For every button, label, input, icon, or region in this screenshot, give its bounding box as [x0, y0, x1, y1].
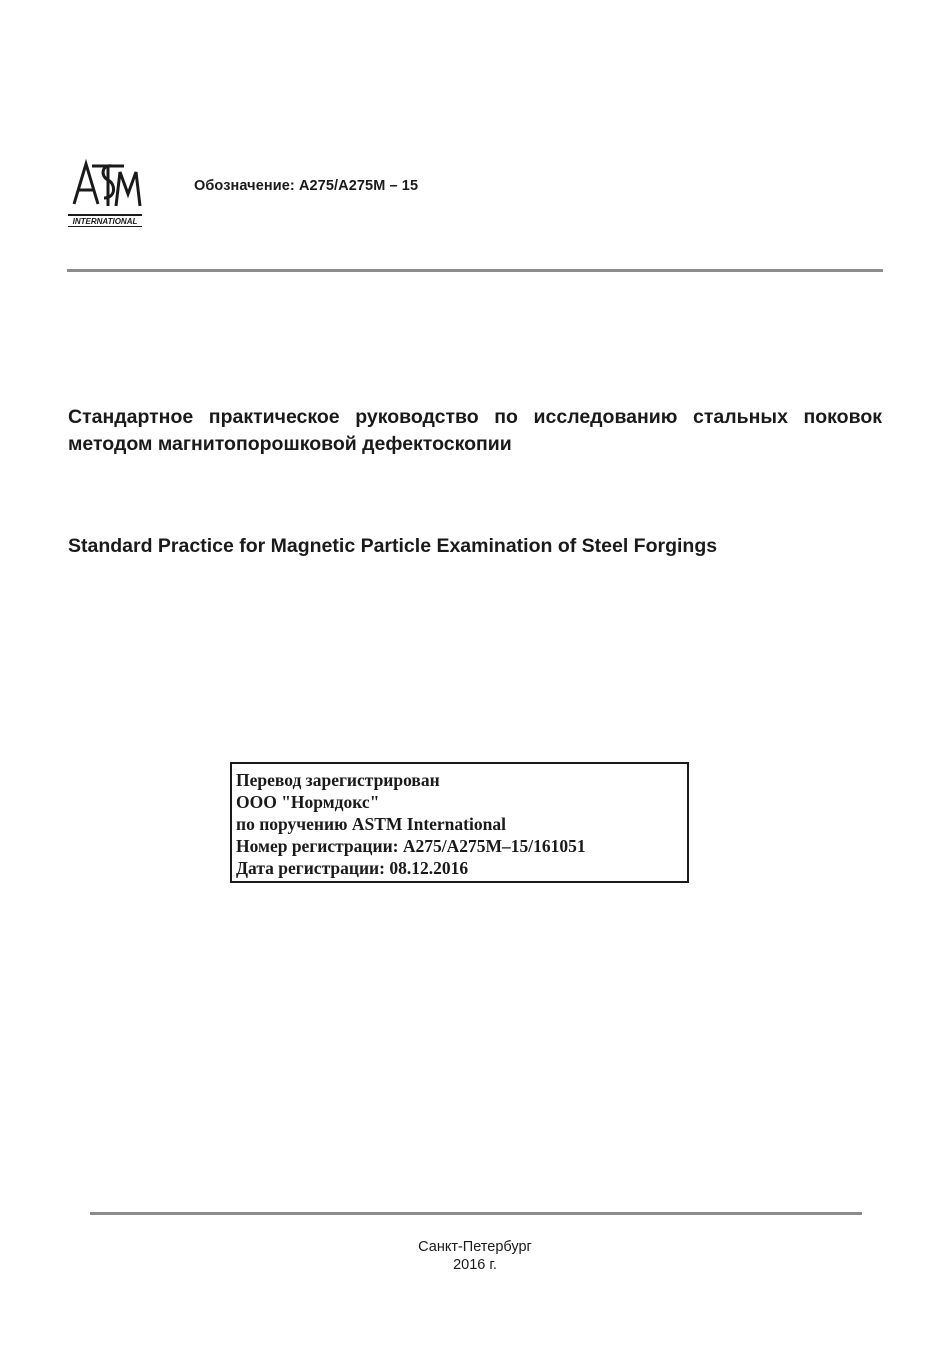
- header-divider: [67, 269, 883, 272]
- registration-date: Дата регистрации: 08.12.2016: [236, 858, 469, 878]
- footer-divider: [90, 1212, 862, 1215]
- document-designation: Обозначение: A275/A275M – 15: [194, 178, 419, 194]
- footer-year: 2016 г.: [453, 1257, 497, 1273]
- registration-line: по поручению ASTM International: [236, 814, 506, 834]
- registration-number: Номер регистрации: A275/A275M–15/161051: [236, 836, 586, 856]
- footer-place-date: [0, 1238, 950, 1274]
- astm-logo-icon: [66, 158, 144, 228]
- svg-text:INTERNATIONAL: INTERNATIONAL: [72, 217, 138, 226]
- title-russian: Стандартное практическое руководство по исследованию стальных поковок методом магнитопорошковой дефектоскопии: [68, 406, 882, 455]
- footer-city: Санкт-Петербург: [418, 1239, 532, 1255]
- registration-line: Перевод зарегистрирован: [236, 770, 440, 790]
- title-english: Standard Practice for Magnetic Particle Examination of Steel Forgings: [68, 535, 718, 557]
- registration-box: [230, 762, 689, 883]
- registration-line: ООО "Нормдокс": [236, 792, 380, 812]
